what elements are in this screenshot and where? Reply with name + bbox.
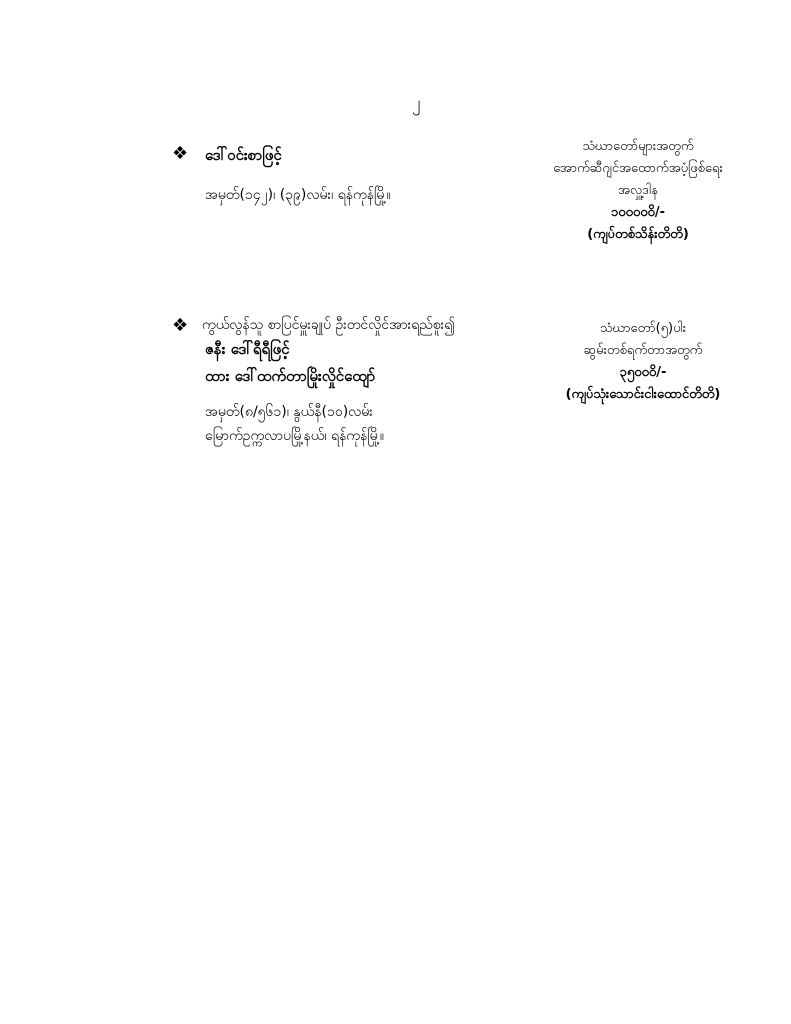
donor-name: ဇနီး ဒေါ်ရီရီဖြင့်	[205, 340, 290, 358]
donation-purpose: သံဃာတော်များအတွက်	[582, 139, 694, 154]
donor-details	[202, 314, 555, 448]
donation-amount-words: (ကျပ်တစ်သိန်းတိတိ)	[587, 227, 689, 242]
donation-purpose: ဆွမ်းတစ်ရက်တာအတွက်	[583, 343, 703, 358]
diamond-bullet-icon: ❖	[172, 315, 189, 336]
donation-amount: ၁၀၀၀၀၀ိ/-	[610, 205, 666, 220]
donation-amount: ၃၅၀၀၀ိ/-	[619, 365, 667, 380]
donation-details	[548, 136, 728, 246]
donation-purpose: သံဃာတော်(၅)ပါး	[599, 321, 687, 336]
page-number: ၂	[412, 93, 421, 113]
donor-name: ထား ဒေါ်ထက်တာမြိုးလှိုင်ထျော်	[205, 367, 376, 385]
diamond-bullet-icon: ❖	[172, 143, 189, 164]
donation-amount-words: (ကျပ်သုံးသောင်းငါးထောင်တိတိ)	[565, 387, 721, 402]
donation-details	[548, 318, 738, 406]
donation-purpose: အလှူ့ဒါန	[618, 183, 658, 198]
donor-details	[205, 142, 545, 207]
donor-name: ဒေါ်ဝင်းစာဖြင့်	[205, 146, 282, 164]
dedication-text: ကွယ်လွန်သူ စာပြင်မှူးချုပ် ဦးတင်လှိုင်အားရည်စူး၍	[202, 317, 455, 333]
donor-address: အမှတ်(၁၄၂)၊ (၃၉)လမ်း၊ ရန်ကုန်မြို့။	[205, 187, 391, 203]
donor-address: အမှတ်(၈/၅၆၁)၊ နွယ်နီ(၁၀)လမ်း	[205, 404, 373, 420]
donor-address: မြောက်ဥက္ကလာပမြို့နယ်၊ ရန်ကုန်မြို့။	[205, 428, 384, 444]
donation-purpose: အောက်ဆီဂျင်အထောက်အပံ့ဖြစ်ရေး	[553, 161, 723, 176]
